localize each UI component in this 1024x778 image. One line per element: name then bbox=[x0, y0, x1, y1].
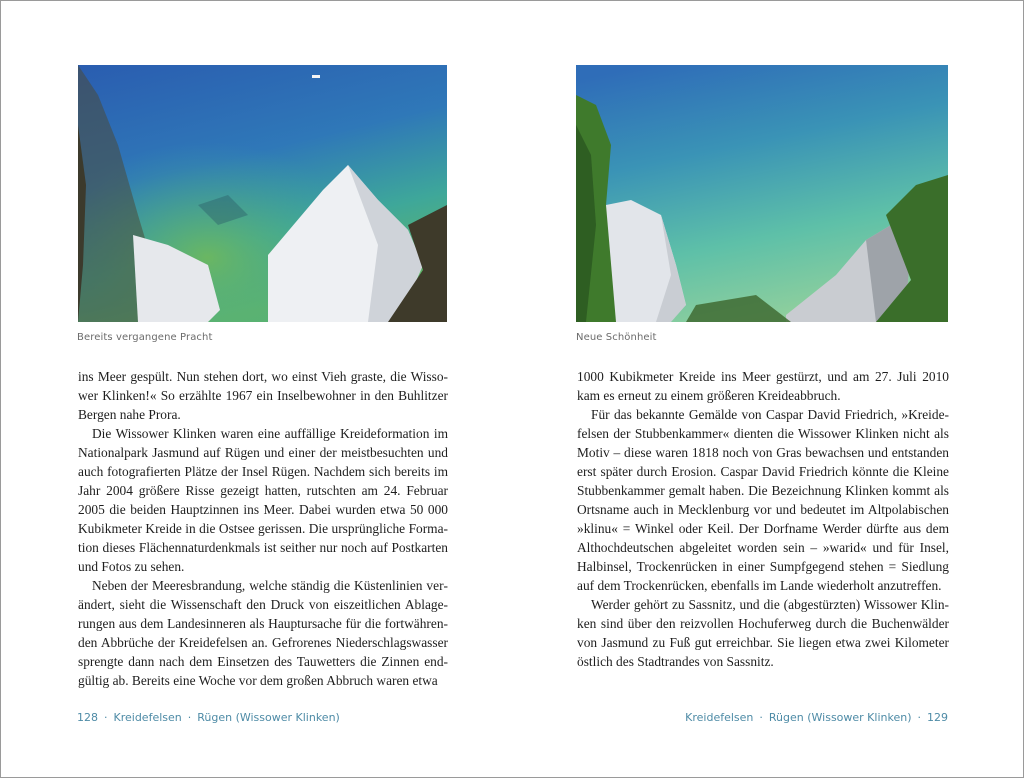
footer-separator: · bbox=[187, 711, 192, 724]
paragraph: Für das bekannte Gemälde von Caspar David Friedrich, »Kreidefelsen der Stubbenkammer« dienten die Wissower Klinken nicht als Motiv – diese waren 1818 noch von Gras bewachsen und entstanden erst später durch Erosion. Caspar David Friedrich könnte die Kleine Stubbenkammer gemalt haben. Die Bezeichnung Klinken kommt als Ortsname auch in Mecklenburg vor und bedeutet im Altpolabischen »klinu« = Winkel oder Keil. Der Dorfname Werder dürfte aus dem Althochdeutschen abgeleitet worden sein – »warid« und für Insel, Halbinsel, Trockenrücken in einer Sumpfgegend stehen = Siedlung auf dem Trockenrücken, ebenfalls im Lande wiederholt anzutreffen. bbox=[577, 407, 949, 593]
page-number: 129 bbox=[927, 711, 948, 724]
page-number: 128 bbox=[77, 711, 98, 724]
footer-separator: · bbox=[917, 711, 921, 724]
paragraph: ins Meer gespült. Nun stehen dort, wo einst Vieh graste, die Wissower Klinken!« So erzählte 1967 ein Inselbewohner in den Buhlitzer Bergen nahe Prora. bbox=[78, 369, 448, 422]
paragraph: 1000 Kubikmeter Kreide ins Meer gestürzt, und am 27. Juli 2010 kam es erneut zu einem größeren Kreideabbruch. bbox=[577, 369, 949, 403]
footer-separator: · bbox=[759, 711, 763, 724]
paragraph: Die Wissower Klinken waren eine auffällige Kreideformation im Nationalpark Jasmund auf Rügen und einer der meistbesuchten und auch fotografierten Plätze der Insel Rügen. Nachdem sich bereits im Jahr 2004 größere Risse gezeigt hatten, rutschten am 24. Februar 2005 die beiden Hauptzinnen ins Meer. Dabei wurden etwa 50 000 Kubikmeter Kreide in die Ostsee gerissen. Die ursprüngliche Formation dieses Flächennaturdenkmals ist seither nur noch auf Postkarten und Fotos zu sehen. bbox=[78, 426, 448, 574]
text-column-left bbox=[78, 367, 448, 690]
footer-section: Kreidefelsen bbox=[113, 711, 182, 724]
footer-chapter: Rügen (Wissower Klinken) bbox=[197, 711, 340, 724]
photo-left-cliffs bbox=[78, 65, 447, 322]
paragraph: Neben der Meeresbrandung, welche ständig die Küstenlinien verändert, sieht die Wissenschaft den Druck von eiszeitlichen Ablagerungen aus dem Landesinneren als Hauptursache für die fortwährenden Abbrüche der Kreidefelsen an. Gefrorenes Niederschlagswasser sprengte dann nach dem Einsetzen des Tauwetters die Zinnen endgültig ab. Bereits eine Woche vor dem großen Abbruch waren etwa bbox=[78, 578, 448, 688]
footer-section: Kreidefelsen bbox=[685, 711, 754, 724]
paragraph: Werder gehört zu Sassnitz, und die (abgestürzten) Wissower Klinken sind über den reizvollen Hochuferweg durch die Buchenwälder von Jasmund zu Fuß gut erreichbar. Sie liegen etwa zwei Kilometer östlich des Stadtrandes von Sassnitz. bbox=[577, 597, 949, 669]
photo-right-image bbox=[576, 65, 948, 322]
photo-caption-right: Neue Schönheit bbox=[576, 332, 657, 343]
footer-chapter: Rügen (Wissower Klinken) bbox=[768, 711, 912, 724]
photo-left-image bbox=[78, 65, 447, 322]
photo-caption-left: Bereits vergangene Pracht bbox=[77, 332, 213, 343]
text-column-right bbox=[577, 367, 949, 671]
running-footer-left bbox=[77, 711, 340, 724]
footer-separator: · bbox=[104, 711, 108, 724]
running-footer-right bbox=[685, 711, 948, 724]
photo-right-cliffs bbox=[576, 65, 948, 322]
